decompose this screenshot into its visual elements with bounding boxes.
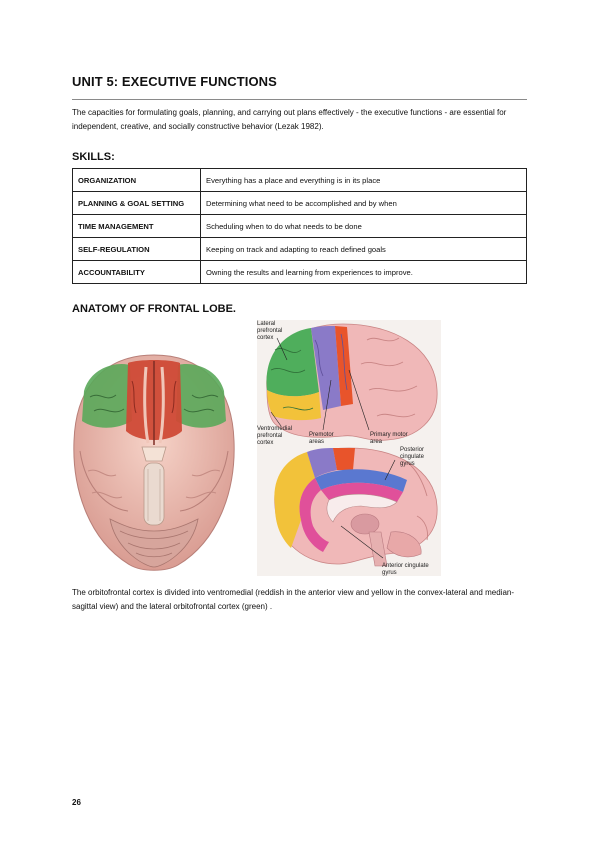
table-row	[73, 238, 527, 261]
intro-paragraph: The capacities for formulating goals, planning, and carrying out plans effectively - the executive functions - are essential for independent, creative, and socially constructive behavior (Lezak 1982).	[72, 108, 507, 131]
title-divider	[72, 99, 527, 100]
skill-name: SELF-REGULATION	[73, 238, 201, 261]
skill-description: Owning the results and learning from experiences to improve.	[201, 261, 527, 284]
label-primary-motor: Primary motor area	[370, 432, 408, 445]
skill-description: Keeping on track and adapting to reach defined goals	[201, 238, 527, 261]
label-anterior-cingulate: Anterior cingulate gyrus	[382, 563, 429, 576]
anatomy-heading: ANATOMY OF FRONTAL LOBE.	[72, 303, 236, 315]
skill-name: PLANNING & GOAL SETTING	[73, 192, 201, 215]
label-posterior-cingulate: Posterior cingulate gyrus	[400, 447, 425, 467]
page-number: 26	[72, 798, 81, 807]
skill-name: TIME MANAGEMENT	[73, 215, 201, 238]
skills-table	[72, 168, 527, 284]
label-lateral-prefrontal: Lateral prefrontal cortex	[257, 321, 283, 341]
brain-inferior-view-figure	[70, 351, 238, 575]
label-premotor-areas: Premotor areas	[309, 432, 334, 445]
skills-heading: SKILLS:	[72, 151, 115, 163]
table-row	[73, 169, 527, 192]
skill-description: Determining what need to be accomplished and by when	[201, 192, 527, 215]
label-ventromedial-prefrontal: Ventromedial prefrontal cortex	[257, 426, 293, 446]
table-row	[73, 192, 527, 215]
skill-description: Everything has a place and everything is in its place	[201, 169, 527, 192]
skill-description: Scheduling when to do what needs to be done	[201, 215, 527, 238]
skill-name: ORGANIZATION	[73, 169, 201, 192]
figure-caption: The orbitofrontal cortex is divided into ventromedial (reddish in the anterior view and yellow in the convex-lateral and median-sagittal view) and the lateral orbitofrontal cortex (green) .	[72, 588, 515, 611]
page-title: UNIT 5: EXECUTIVE FUNCTIONS	[72, 74, 277, 89]
table-row	[73, 215, 527, 238]
skill-name: ACCOUNTABILITY	[73, 261, 201, 284]
table-row	[73, 261, 527, 284]
